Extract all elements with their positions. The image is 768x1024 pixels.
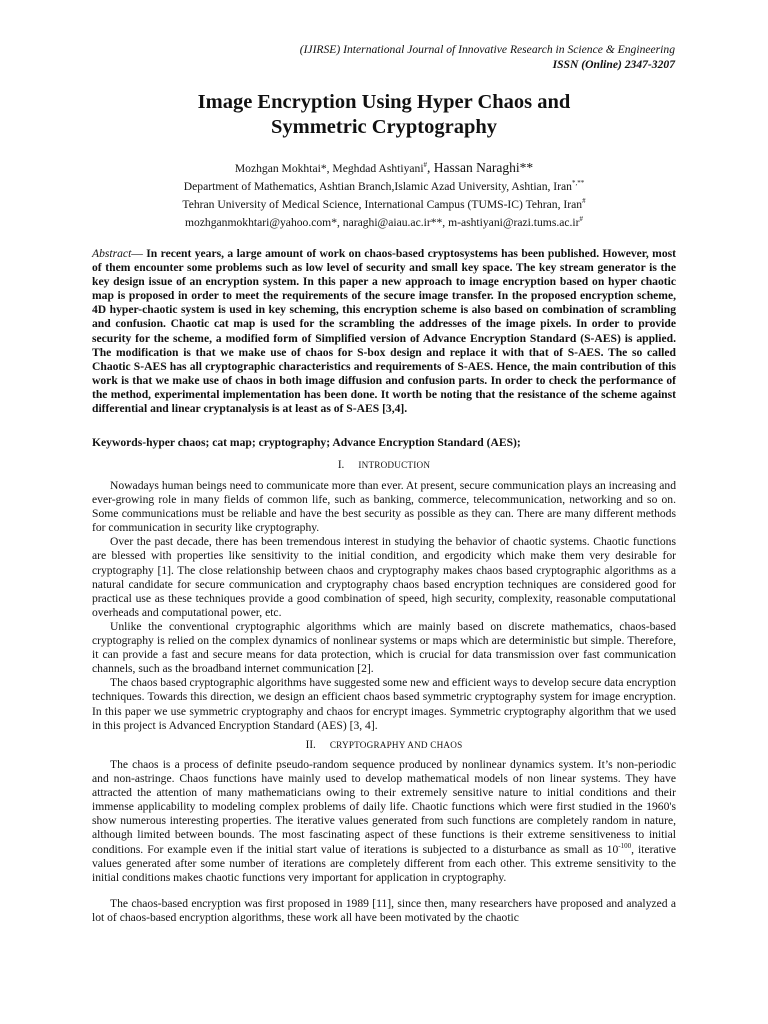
section-number: II. [305, 739, 316, 751]
paragraph: Over the past decade, there has been tremendous interest in studying the behavior of chaotic systems. Chaotic functions are blessed with properties like sensitivity to the initial condition, and ergodicity which make them very desirable for cryptography [1]. The close relationship between chaos and cryptography makes chaos based cryptographic algorithms as a natural candidate for secure communication and cryptography chaos based encryption techniques are considered good for practical use as these techniques provide a good combination of speed, high security, complexity, reasonable computational overheads and computational power, etc. [92, 535, 676, 619]
affiliation-1-mark: *,** [571, 178, 585, 187]
abstract-label: Abstract [92, 247, 132, 260]
paragraph: Nowadays human beings need to communicate more than ever. At present, secure communication plays an increasing and ever-growing role in many fields of common life, such as banking, commerce, telecommunication, networking and so on. Some communications must be reliable and have the best security as possible as they can. There are many different methods for communication in security like cryptography. [92, 479, 676, 535]
abstract-dash: — [131, 247, 147, 260]
paper-title [92, 90, 676, 140]
chaos-body [92, 758, 676, 925]
author-names [92, 158, 676, 176]
section-title: INTRODUCTION [358, 460, 431, 470]
author-emails: mozhganmokhtari@yahoo.com*, naraghi@aiau.ac.ir**, m-ashtiyani@razi.tums.ac.ir# [184, 214, 584, 229]
journal-issn: ISSN (Online) 2347-3207 [552, 58, 675, 71]
journal-name: (IJIRSE) International Journal of Innovative Research in Science & Engineering [299, 43, 675, 56]
title-line-2: Symmetric Cryptography [270, 116, 498, 138]
section-title: CRYPTOGRAPHY AND CHAOS [329, 740, 463, 750]
paragraph: The chaos-based encryption was first proposed in 1989 [11], since then, many researchers have proposed and analyzed a lot of chaos-based encryption algorithms, these work all have been motivated by the chaotic [92, 896, 676, 924]
emails-mark: # [579, 214, 584, 223]
section-number: I. [337, 459, 345, 471]
paragraph: Unlike the conventional cryptographic algorithms which are mainly based on discrete mathematics, chaos-based cryptography is relied on the complex dynamics of nonlinear systems or maps which are deterministic but simple. Therefore, it can provide a fast and secure means for data protection, which is crucial for data transmission over fast communication channels, such as the broadband internet communication [2]. [92, 619, 676, 676]
paragraph: The chaos is a process of definite pseudo-random sequence produced by nonlinear dynamics system. It’s non-periodic and non-astringe. Chaos functions have mainly used to develop mathematical models of non linear systems. They have attracted the attention of many mathematicians owing to their extremely sensitive nature to initial conditions and their immense applicability to modeling complex problems of daily life. Chaotic functions which were first studied in the 1960's show numerous interesting properties. The iterative values generated from such functions are completely random in nature, although limited between bounds. The most fascinating aspect of these functions is their extreme sensitiveness to initial conditions. For example even if the initial start value of iterations is subjected to a disturbance as small as $10^{-100}$, iterative values generated after some number of iterations are completely different from each other. This extreme sensitivity to the initial conditions makes chaotic functions very important for application in cryptography. [92, 758, 676, 884]
affiliation-2-mark: # [582, 196, 586, 205]
section-heading-cryptography-and-chaos [92, 738, 676, 752]
author-1-mark: # [423, 161, 428, 169]
author-block [92, 158, 676, 229]
introduction-body [92, 479, 676, 733]
abstract [92, 247, 676, 416]
affiliation-2: Tehran University of Medical Science, International Campus (TUMS-IC) Tehran, Iran# [182, 196, 586, 211]
paragraph: The chaos based cryptographic algorithms have suggested some new and efficient ways to develop secure data encryption techniques. Towards this direction, we design an efficient chaos based symmetric cryptography system for image encryption. In this paper we use symmetric cryptography and chaos for encrypt images. Symmetric cryptography algorithm that we used in this project is Advanced Encryption Standard (AES) [3, 4]. [92, 676, 676, 732]
journal-header [300, 42, 675, 72]
author-1: Mozhgan Mokhtai*, Meghdad Ashtiyani [234, 161, 424, 175]
exponent: -100 [618, 841, 632, 850]
section-heading-introduction [92, 458, 676, 472]
affiliation-1: Department of Mathematics, Ashtian Branch,Islamic Azad University, Ashtian, Iran*,** [183, 178, 585, 193]
abstract-text: In recent years, a large amount of work on chaos-based cryptosystems has been published. However, most of them encounter some problems such as low level of security and small key space. The key stream generator is the key design issue of an encryption system. In this paper a new approach to image encryption based on hyper chaotic map is proposed in order to meet the requirements of the secure image transfer. In the proposed encryption scheme, 4D hyper-chaotic system is used in key scheming, this encryption scheme is also based on combination of scrambling and confusion. Chaotic cat map is used for the scrambling the addresses of the image pixels. In order to provide security for the scheme, a modified form of Simplified version of Advance Encryption Standard (S-AES) is applied. The modification is that we make use of chaos for S-box design and replace it with that of S-AES. The so called Chaotic S-AES has all cryptographic characteristics and requirements of S-AES. Hence, the main contribution of this work is that we make use of chaos in both image diffusion and confusion parts. In order to check the performance of the method, experimental implementation has been done. It worth be noting that the resistance of the scheme against differential and linear cryptanalysis is at least as of S-AES [3,4]. [92, 247, 676, 416]
keywords: Keywords-hyper chaos; cat map; cryptography; Advance Encryption Standard (AES); [92, 436, 521, 449]
title-line-1: Image Encryption Using Hyper Chaos and [197, 91, 571, 113]
author-2: , Hassan Naraghi** [427, 159, 534, 175]
